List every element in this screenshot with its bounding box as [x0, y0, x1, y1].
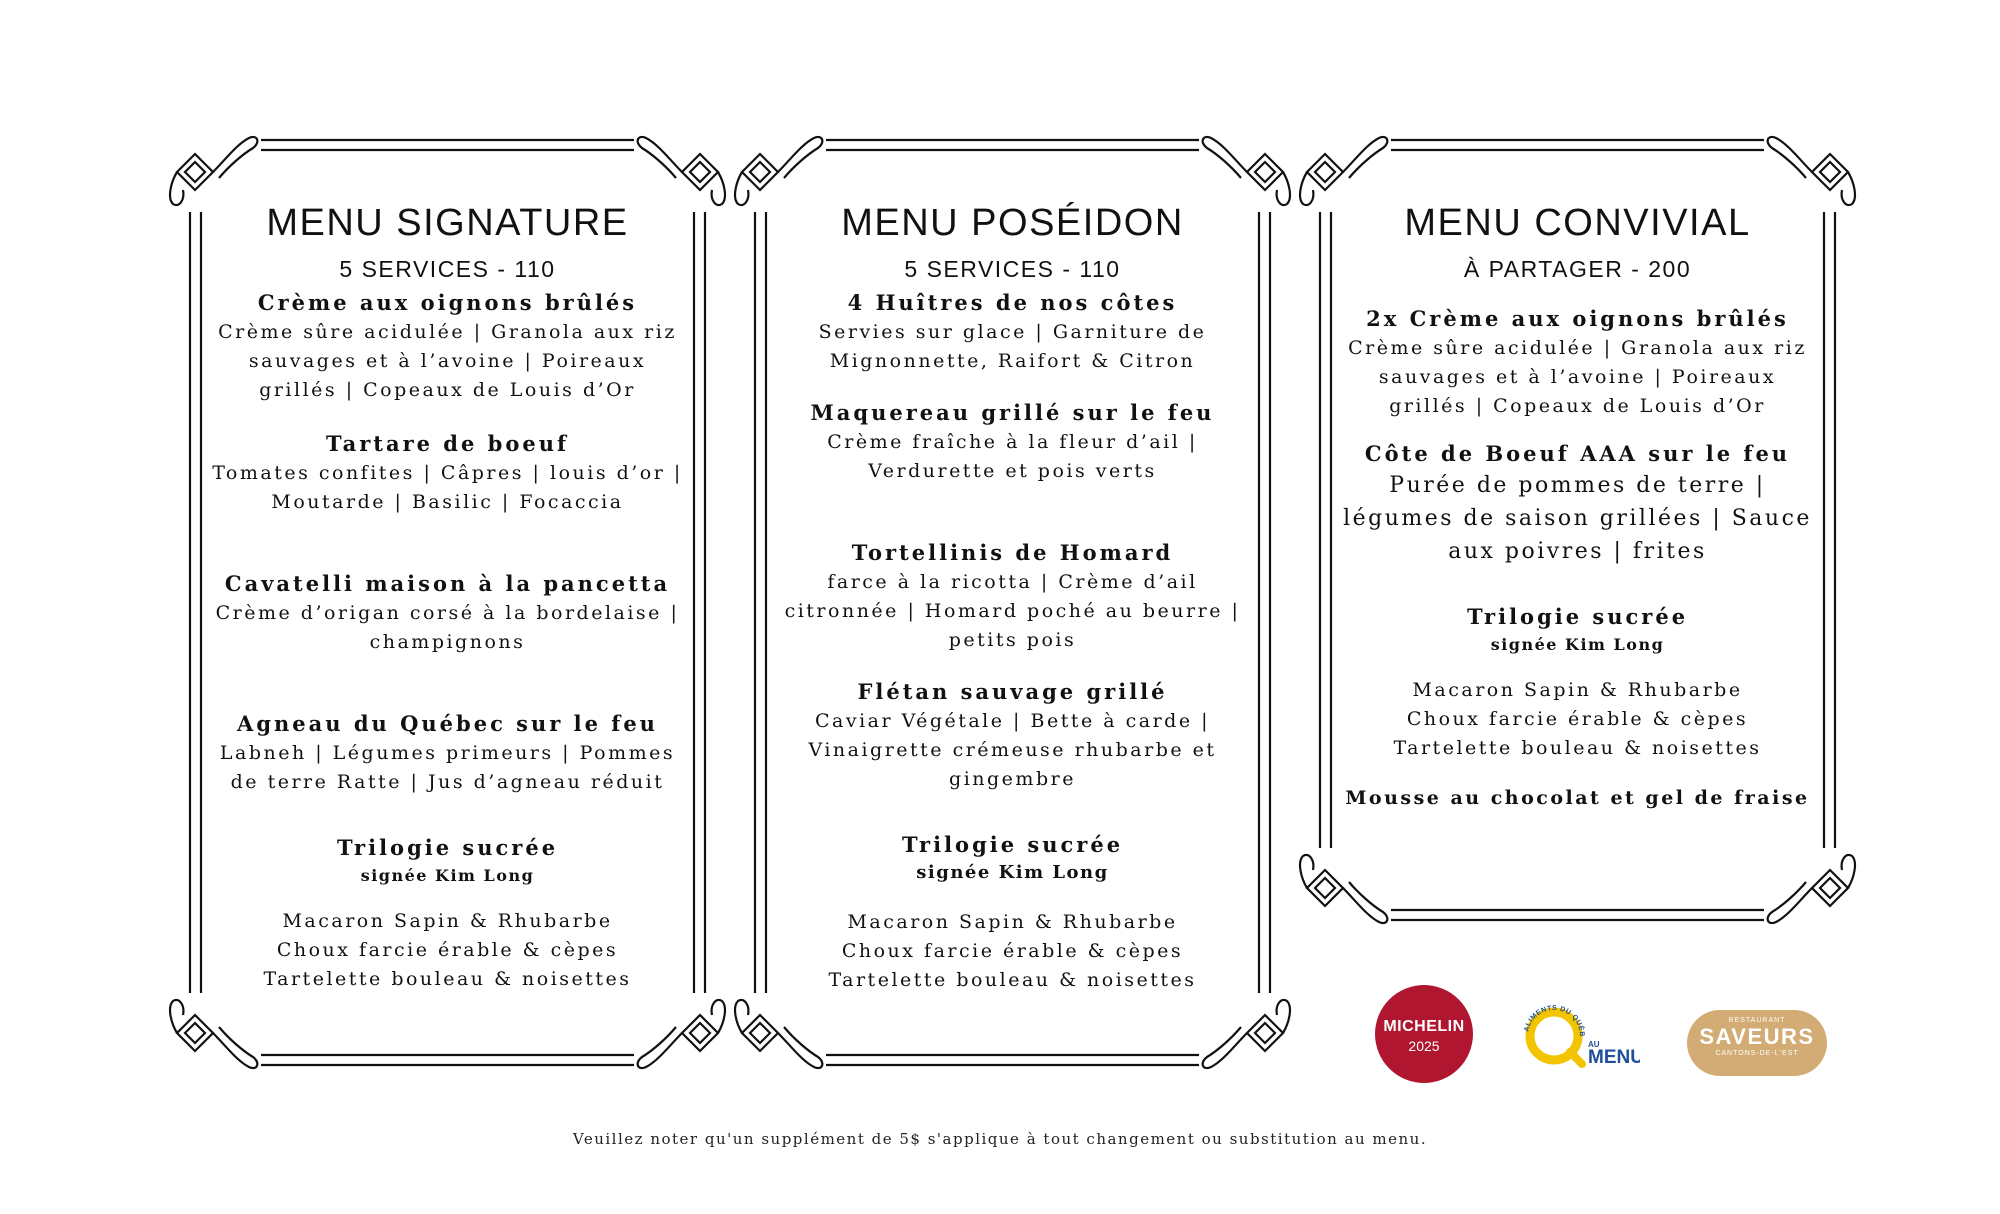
course-name: Flétan sauvage grillé [857, 679, 1168, 704]
dessert-name: Trilogie sucrée [901, 832, 1124, 857]
menu-title: MENU POSÉIDON [841, 202, 1184, 244]
course-name: Tortellinis de Homard [851, 540, 1174, 565]
michelin-logo [1375, 985, 1473, 1083]
dessert-item: Tartelette bouleau & noisettes [263, 968, 632, 990]
dessert-list [210, 907, 685, 994]
menu-content [1340, 200, 1815, 813]
dessert-signed: signée Kim Long [916, 862, 1109, 883]
menu-panel-convivial [1295, 120, 1860, 940]
course [775, 398, 1250, 486]
saveurs-top-text: RESTAURANT [1728, 1017, 1786, 1024]
menu-title: MENU CONVIVIAL [1404, 202, 1751, 244]
course [775, 288, 1250, 376]
dessert-section [210, 833, 685, 994]
saveurs-name: SAVEURS [1699, 1024, 1815, 1049]
menu-subtitle: À PARTAGER - 200 [1463, 256, 1692, 282]
menu-subtitle: 5 SERVICES - 110 [339, 256, 556, 282]
course-name: Côte de Boeuf AAA sur le feu [1364, 441, 1791, 466]
dessert-item: Choux farcie érable & cèpes [1406, 708, 1749, 730]
dessert-section [775, 830, 1250, 995]
menu-title: MENU SIGNATURE [266, 202, 629, 244]
dessert-item: Tartelette bouleau & noisettes [828, 969, 1197, 991]
course-description: Crème fraîche à la fleur d’ail | Verdurette et pois verts [827, 431, 1198, 482]
dessert-section [1340, 602, 1815, 813]
dessert-item: Macaron Sapin & Rhubarbe [1412, 679, 1743, 701]
course [775, 538, 1250, 655]
saveurs-logo [1687, 1010, 1827, 1076]
saveurs-bottom-text: CANTONS-DE-L'EST [1715, 1050, 1799, 1057]
aliments-small-text: AU [1588, 1040, 1600, 1049]
dessert-extra: Mousse au chocolat et gel de fraise [1345, 787, 1810, 809]
course [210, 709, 685, 797]
aliments-arc-text: ALIMENTS DU QUÉB [1523, 1004, 1586, 1038]
course-name: Crème aux oignons brûlés [257, 290, 638, 315]
course-name: Agneau du Québec sur le feu [237, 711, 658, 736]
course-name: Cavatelli maison à la pancetta [224, 571, 671, 596]
michelin-year: 2025 [1408, 1038, 1440, 1054]
aliments-du-quebec-mark [1520, 1000, 1640, 1070]
dessert-item: Macaron Sapin & Rhubarbe [847, 911, 1178, 933]
footer-note: Veuillez noter qu'un supplément de 5$ s'applique à tout changement ou substitution au menu. [572, 1130, 1428, 1148]
dessert-item: Tartelette bouleau & noisettes [1393, 737, 1762, 759]
dessert-signed: signée Kim Long [1490, 635, 1665, 654]
menu-panel-poseidon [730, 120, 1295, 1085]
course-description: Labneh | Légumes primeurs | Pommes de terre Ratte | Jus d’agneau réduit [219, 742, 676, 793]
dessert-name: Trilogie sucrée [1466, 604, 1689, 629]
dessert-list [1340, 676, 1815, 763]
course [210, 569, 685, 657]
course [775, 677, 1250, 794]
dessert-list [775, 908, 1250, 995]
menu-panel-signature [165, 120, 730, 1085]
course [1340, 304, 1815, 421]
course-description: farce à la ricotta | Crème d’ail citronnée | Homard poché au beurre | petits pois [784, 571, 1241, 651]
michelin-name: MICHELIN [1383, 1018, 1465, 1035]
course-description: Purée de pommes de terre | légumes de saison grillées | Sauce aux poivres | frites [1343, 473, 1812, 564]
course [210, 429, 685, 517]
course-description: Servies sur glace | Garniture de Mignonnette, Raifort & Citron [818, 321, 1207, 372]
course-description: Caviar Végétale | Bette à carde | Vinaigrette crémeuse rhubarbe et gingembre [808, 710, 1217, 790]
course [210, 288, 685, 405]
course-name: Tartare de boeuf [325, 431, 570, 456]
course-name: 4 Huîtres de nos côtes [847, 290, 1178, 315]
dessert-name: Trilogie sucrée [336, 835, 559, 860]
course-description: Crème sûre acidulée | Granola aux riz sauvages et à l’avoine | Poireaux grillés | Copeaux de Louis d’Or [1348, 337, 1807, 417]
course-name: 2x Crème aux oignons brûlés [1366, 306, 1789, 331]
dessert-item: Choux farcie érable & cèpes [276, 939, 619, 961]
menu-content [210, 200, 685, 994]
dessert-item: Macaron Sapin & Rhubarbe [282, 910, 613, 932]
course-description: Crème d’origan corsé à la bordelaise | champignons [215, 602, 680, 653]
dessert-item: Choux farcie érable & cèpes [841, 940, 1184, 962]
course-name: Maquereau grillé sur le feu [810, 400, 1215, 425]
menu-content [775, 200, 1250, 995]
aliments-big-text: MENU [1588, 1047, 1640, 1068]
aliments-du-quebec-logo [1520, 1000, 1640, 1070]
course [1340, 439, 1815, 568]
menu-subtitle: 5 SERVICES - 110 [904, 256, 1121, 282]
course-description: Tomates confites | Câpres | louis d’or | Moutarde | Basilic | Focaccia [212, 462, 683, 513]
course-description: Crème sûre acidulée | Granola aux riz sauvages et à l’avoine | Poireaux grillés | Copeaux de Louis d’Or [218, 321, 677, 401]
dessert-signed: signée Kim Long [360, 866, 535, 885]
